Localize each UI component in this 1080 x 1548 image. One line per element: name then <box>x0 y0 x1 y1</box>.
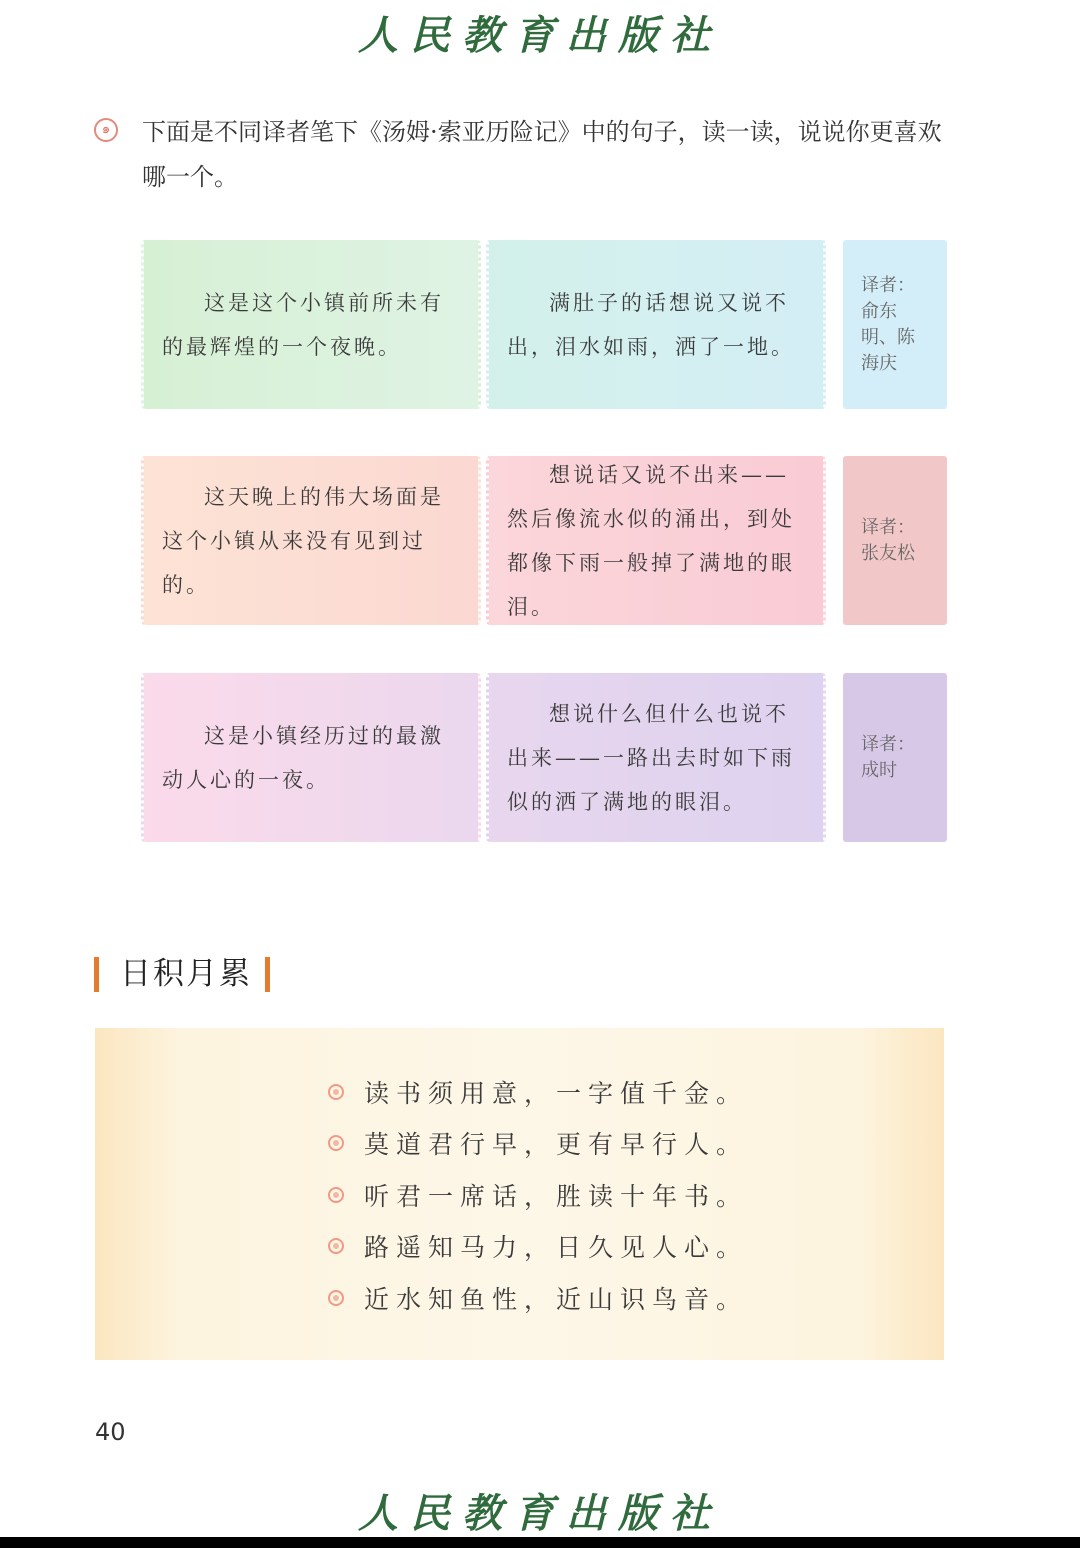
circle-bullet-icon <box>328 1187 344 1203</box>
proverb-text: 听君一席话，胜读十年书。 <box>364 1181 749 1211</box>
translator-name: 张友松 <box>861 542 915 564</box>
proverb-list <box>328 1066 748 1324</box>
translation-card-3-sentence-1 <box>141 673 481 842</box>
translator-label: 译者： <box>861 516 915 538</box>
section-bar-right <box>265 957 270 992</box>
translator-card-1 <box>843 240 947 409</box>
swirl-circle-icon: ๑ <box>94 118 118 142</box>
translation-card-1-sentence-2 <box>486 240 826 409</box>
translator-card-2 <box>843 456 947 625</box>
proverb-text: 莫道君行早，更有早行人。 <box>364 1130 749 1160</box>
circle-bullet-icon <box>328 1238 344 1254</box>
translation-card-3-sentence-2 <box>486 673 826 842</box>
sentence-text: 这是小镇经历过的最激动人心的一夜。 <box>162 723 444 792</box>
prompt-text: 下面是不同译者笔下《汤姆·索亚历险记》中的句子，读一读，说说你更喜欢哪一个。 <box>142 118 942 191</box>
translation-card-1-sentence-1 <box>141 240 481 409</box>
publisher-logo-top: 人民教育出版社 <box>358 12 722 59</box>
translation-card-2-sentence-1 <box>141 456 481 625</box>
publisher-logo-bottom: 人民教育出版社 <box>358 1490 722 1537</box>
translation-card-2-sentence-2 <box>486 456 826 625</box>
translator-label: 译者： <box>861 733 915 755</box>
page-number: 40 <box>95 1418 126 1446</box>
proverb-item <box>328 1066 748 1118</box>
sentence-text: 想说什么但什么也说不出来——一路出去时如下雨似的洒了满地的眼泪。 <box>507 701 795 814</box>
sentence-text: 满肚子的话想说又说不出，泪水如雨，洒了一地。 <box>507 290 795 359</box>
circle-bullet-icon <box>328 1084 344 1100</box>
sentence-text: 这是这个小镇前所未有的最辉煌的一个夜晚。 <box>162 290 444 359</box>
proverb-text: 路遥知马力，日久见人心。 <box>364 1233 749 1263</box>
proverb-item <box>328 1221 748 1273</box>
sentence-text: 想说话又说不出来——然后像流水似的涌出，到处都像下雨一般掉了满地的眼泪。 <box>507 462 795 619</box>
circle-bullet-icon <box>328 1135 344 1151</box>
translator-name: 俞东明、陈海庆 <box>861 300 915 374</box>
section-bar-left <box>94 957 99 992</box>
proverb-item <box>328 1169 748 1221</box>
translator-label: 译者： <box>861 274 915 296</box>
circle-bullet-icon <box>328 1290 344 1306</box>
proverb-item <box>328 1118 748 1170</box>
proverb-item <box>328 1272 748 1324</box>
sentence-text: 这天晚上的伟大场面是这个小镇从来没有见到过的。 <box>162 484 444 597</box>
section-title: 日积月累 <box>120 956 252 992</box>
bottom-bar <box>0 1537 1080 1548</box>
proverb-text: 近水知鱼性，近山识鸟音。 <box>364 1284 749 1314</box>
proverb-text: 读书须用意，一字值千金。 <box>364 1078 749 1108</box>
translator-name: 成时 <box>861 759 897 781</box>
translator-card-3 <box>843 673 947 842</box>
